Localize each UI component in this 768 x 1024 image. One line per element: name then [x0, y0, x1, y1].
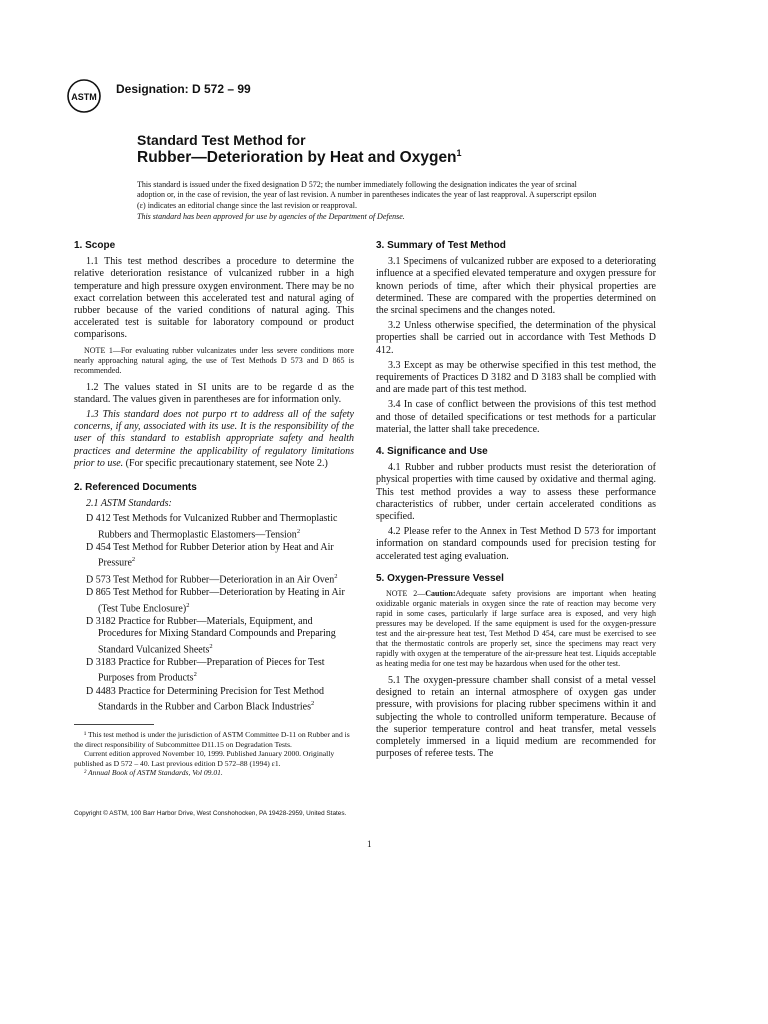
logo-text: ASTM: [71, 92, 97, 102]
reference-list: [74, 513, 354, 713]
title-line-2: Rubber—Deterioration by Heat and Oxygen: [137, 149, 457, 167]
title-footnote-mark: 1: [456, 148, 462, 158]
footnote-1-edition: Current edition approved November 10, 1999. Published January 2000. Originally published as D 572 – 40. Last previous edition D 572–88 (1994) ε1.: [74, 749, 335, 768]
issued-statement: This standard is issued under the fixed designation D 572; the number immediately following the designation indicates the year of srcinal adoption or, in the case of revision, the year of last revision. A number in parentheses indicates the year of last reapproval. A superscript epsilon (ε) indicates an editorial change since the last revision or reapproval.: [137, 180, 597, 210]
section-3-1: 3.1 Specimens of vulcanized rubber are exposed to a deteriorating influence at a specified elevated temperature and oxygen pressure for known periods of time, after which their physical properties are determined. These are compared with the properties determined on the srcinal specimens and the changes noted.: [376, 256, 656, 317]
footnote-divider: [74, 724, 154, 725]
section-1-3: [74, 409, 354, 470]
section-3-heading: 3. Summary of Test Method: [376, 240, 506, 251]
footnote-2: ² Annual Book of ASTM Standards, Vol 09.01.: [84, 768, 223, 778]
copyright-line: Copyright © ASTM, 100 Barr Harbor Drive, West Conshohocken, PA 19428-2959, United States.: [74, 810, 347, 817]
section-2-1: 2.1 ASTM Standards:: [86, 498, 172, 510]
note-2: NOTE 2—Caution:Adequate safety provisions are important when heating oxidizable organic materials in oxygen since the rate of reaction may become very rapid in some cases, particularly if large surface area is exposed, and very high pressures may be developed. If the same equipment is used for the oxygen-pressure test and the air-pressure heat test, Test Method D 454, care must be exercised to see that the thermostatic controls are properly set, since the specimens may react very rapidly with oxygen at the temperature of the air-pressure heat test. Liquids acceptable as heating media for one test may be hazardous when used for the other test.: [376, 589, 657, 669]
section-4-2: 4.2 Please refer to the Annex in Test Method D 573 for important information on standard compounds used for precision testing for accelerated test aging evaluation.: [376, 526, 656, 562]
reference-item: D 4483 Practice for Determining Precision for Test Method Standards in the Rubber and Carbon Black Industries$^2$: [86, 685, 324, 713]
footnote-1: ¹ This test method is under the jurisdiction of ASTM Committee D-11 on Rubber and is the direct responsibility of Subcommittee D11.15 on Degradation Tests.: [74, 730, 350, 749]
document-title: [137, 148, 462, 167]
left-column: [74, 236, 354, 715]
section-3-3: 3.3 Except as may be otherwise specified in this test method, the requirements of Practices D 3182 and D 3183 shall be complied with and are made part of this test method.: [376, 359, 656, 396]
astm-logo-icon: [66, 78, 102, 114]
section-3-2: 3.2 Unless otherwise specified, the determination of the physical properties shall be carried out in accordance with Test Methods D 412.: [376, 320, 656, 356]
reference-item: D 454 Test Method for Rubber Deterior ation by Heat and Air Pressure$^2$: [86, 542, 334, 569]
section-4-1: 4.1 Rubber and rubber products must resist the deterioration of physical properties with time caused by oxidative and thermal aging. This test method provides a way to assess these performance characteristics of rubber, under certain accelerated conditions as specified.: [376, 462, 656, 523]
section-4-heading: 4. Significance and Use: [376, 446, 488, 458]
section-2-heading: 2. Referenced Documents: [74, 482, 197, 494]
footnotes: [74, 730, 354, 778]
reference-item: D 3182 Practice for Rubber—Materials, Equipment, and Procedures for Mixing Standard Compounds and Preparing Standard Vulcanized Sheets$^2$: [86, 616, 336, 655]
section-1-2: 1.2 The values stated in SI units are to be regarde d as the standard. The values given in parentheses are for information only.: [74, 381, 354, 405]
caution-label: Caution:: [425, 589, 456, 599]
section-5-heading: 5. Oxygen-Pressure Vessel: [376, 572, 504, 584]
right-column: [376, 236, 656, 764]
reference-item: D 865 Test Method for Rubber—Deterioration by Heating in Air (Test Tube Enclosure)$^2$: [86, 587, 345, 614]
section-5-1: 5.1 The oxygen-pressure chamber shall consist of a metal vessel designed to retain an internal atmosphere of oxygen gas under pressure, with provisions for placing rubber specimens within it and subjecting the whole to controlled uniform temperature. Because of the superior temperature control and heat transfer, metal vessels completely immersed in a liquid medium are recommended for purposes of referee tests. The: [376, 675, 656, 760]
approval-statement: This standard has been approved for use by agencies of the Department of Defense.: [137, 212, 405, 221]
section-1-1: 1.1 This test method describes a procedure to determine the relative deterioration resistance of vulcanized rubber in a high temperature and high pressure oxygen environment. There may be no exact correlation between this accelerated test and natural aging of rubber because of the varied conditions of natural aging. This accelerated test is suitable for laboratory compound or product comparisons.: [74, 256, 354, 341]
reference-item: D 573 Test Method for Rubber—Deterioration in an Air Oven$^2$: [86, 572, 338, 586]
section-3-4: 3.4 In case of conflict between the provisions of this test method and those of detailed specifications or test methods for a particular material, the latter shall take precedence.: [376, 399, 656, 435]
section-1-3-italic: 1.3 This standard does not purpo rt to address all of the safety concerns, if any, associated with its use. It is the responsibility of the user of this standard to establish appropriate safety and health practices and determine the applicability of regulatory limitations prior to use.: [74, 409, 354, 469]
section-1-heading: 1. Scope: [74, 240, 116, 251]
reference-item: D 412 Test Methods for Vulcanized Rubber and Thermoplastic Rubbers and Thermoplastic Elastomers—Tension$^2$: [86, 513, 338, 540]
note-1: NOTE 1—For evaluating rubber vulcanizates under less severe conditions more nearly approaching natural aging, the use of Test Methods D 573 and D 865 is recommended.: [74, 345, 354, 375]
page-number: 1: [367, 839, 372, 849]
section-1-3-tail: (For specific precautionary statement, see Note 2.): [123, 457, 328, 469]
title-line-1: Standard Test Method for: [137, 132, 306, 148]
reference-item: D 3183 Practice for Rubber—Preparation of Pieces for Test Purposes from Products$^2$: [86, 657, 325, 684]
designation: Designation: D 572 – 99: [116, 82, 251, 96]
